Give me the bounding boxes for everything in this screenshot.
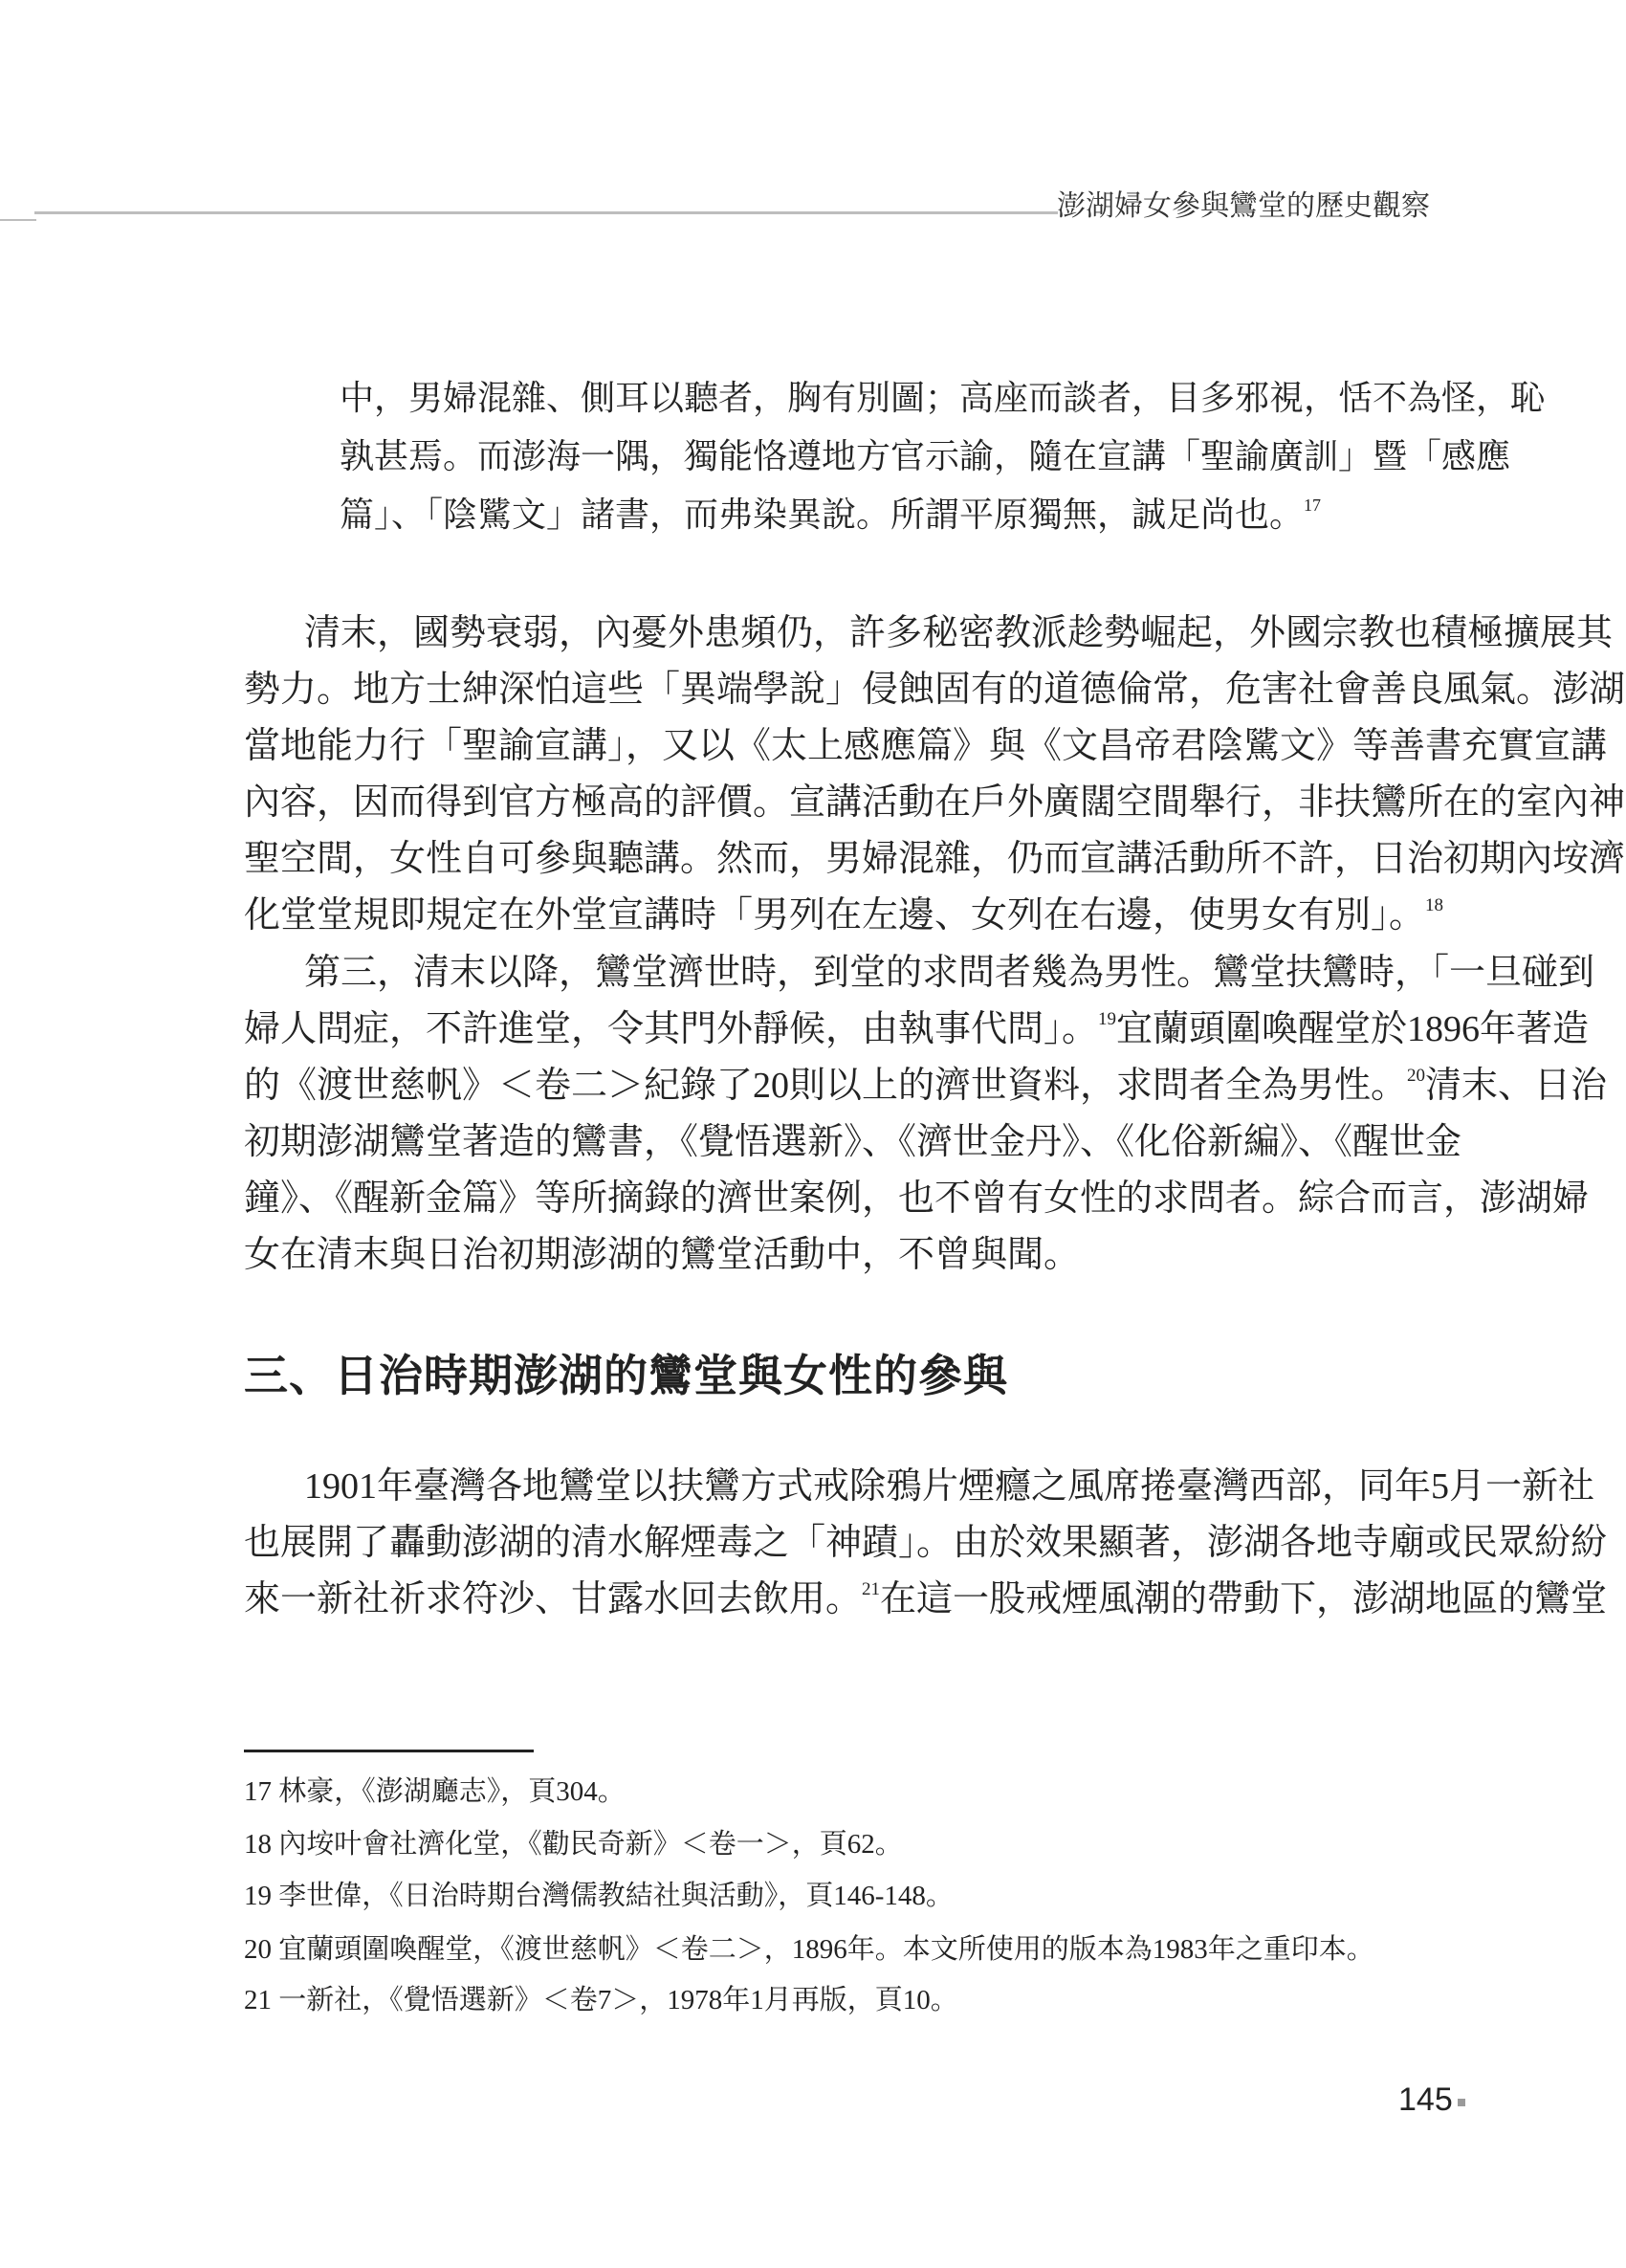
line-text-after: 在這一股戒煙風潮的帶動下，澎湖地區的鸞堂 xyxy=(880,1579,1608,1619)
line-text: 17 林豪，《澎湖廳志》，頁304。 xyxy=(244,1776,626,1807)
quote-line xyxy=(340,429,1511,478)
line-text-after: 宜蘭頭圍喚醒堂於1896年著造 xyxy=(1116,1009,1590,1049)
body-line xyxy=(304,603,1614,655)
line-text: 孰甚焉。而澎海一隅，獨能恪遵地方官示諭，隨在宣講「聖諭廣訓」暨「感應 xyxy=(340,437,1511,475)
footnote-ref[interactable]: 18 xyxy=(1425,894,1444,915)
line-text: 也展開了轟動澎湖的清水解煙毒之「神蹟」。由於效果顯著，澎湖各地寺廟或民眾紛紛 xyxy=(244,1523,1608,1563)
footnote-item xyxy=(244,1874,954,1913)
line-text-after: 清末、日治 xyxy=(1425,1066,1608,1106)
body-line xyxy=(244,1168,1590,1221)
footnote-item xyxy=(244,1978,958,2017)
footnote-item xyxy=(244,1927,1374,1967)
line-text: 19 李世偉，《日治時期台灣儒教結社與活動》，頁146-148。 xyxy=(244,1881,954,1911)
line-text: 女在清末與日治初期澎湖的鸞堂活動中，不曾與聞。 xyxy=(244,1235,1081,1275)
line-text: 18 內垵叶會社濟化堂，《勸民奇新》＜卷一＞，頁62。 xyxy=(244,1829,903,1860)
line-text: 聖空間，女性自可參與聽講。然而，男婦混雜，仍而宣講活動所不許，日治初期內垵濟 xyxy=(244,839,1626,879)
line-text: 的《渡世慈帆》＜卷二＞紀錄了20則以上的濟世資料，求問者全為男性。 xyxy=(244,1066,1408,1106)
footnote-ref[interactable]: 19 xyxy=(1098,1008,1117,1029)
body-line xyxy=(244,1512,1608,1565)
line-text: 當地能力行「聖諭宣講」，又以《太上感應篇》與《文昌帝君陰騭文》等善書充實宣講 xyxy=(244,726,1608,766)
line-text: 婦人問症，不許進堂，令其門外靜候，由執事代問」。 xyxy=(244,1009,1099,1049)
running-header-title: 澎湖婦女參與鸞堂的歷史觀察 xyxy=(1057,190,1430,222)
body-line xyxy=(244,1055,1608,1108)
line-text: 篇」、「陰騭文」諸書，而弗染異說。所謂平原獨無，誠足尚也。 xyxy=(340,495,1305,534)
body-line xyxy=(244,885,1444,937)
page-number: 145 xyxy=(1398,2081,1453,2118)
quote-line xyxy=(340,488,1428,537)
footnote-item xyxy=(244,1822,903,1861)
body-line xyxy=(244,1224,1430,1277)
footnote-item xyxy=(244,1770,626,1809)
line-text: 第三，清末以降，鸞堂濟世時，到堂的求問者幾為男性。鸞堂扶鸞時，「一旦碰到 xyxy=(304,953,1595,993)
footnote-ref[interactable]: 21 xyxy=(862,1578,881,1599)
section-heading: 三、日治時期澎湖的鸞堂與女性的參與 xyxy=(244,1352,1008,1400)
body-line xyxy=(244,1112,1462,1164)
line-text: 內容，因而得到官方極高的評價。宣講活動在戶外廣闊空間舉行，非扶鸞所在的室內神 xyxy=(244,782,1626,823)
footnote-ref[interactable]: 17 xyxy=(1304,495,1322,515)
header-rule-stub xyxy=(0,219,36,221)
body-line xyxy=(244,999,1590,1051)
line-text: 勢力。地方士紳深怕這些「異端學說」侵蝕固有的道德倫常，危害社會善良風氣。澎湖 xyxy=(244,670,1626,710)
header-rule xyxy=(34,211,1058,214)
body-line xyxy=(244,716,1608,768)
body-line xyxy=(244,772,1626,825)
body-line xyxy=(244,1569,1608,1621)
footnote-rule xyxy=(244,1750,534,1752)
line-text: 化堂堂規即規定在外堂宣講時「男列在左邊、女列在右邊，使男女有別」。 xyxy=(244,895,1426,936)
footnote-ref[interactable]: 20 xyxy=(1407,1065,1426,1086)
body-line xyxy=(244,828,1626,881)
line-text: 20 宜蘭頭圍喚醒堂，《渡世慈帆》＜卷二＞，1896年。本文所使用的版本為1983年之重印本。 xyxy=(244,1934,1374,1965)
line-text: 鐘》、《醒新金篇》等所摘錄的濟世案例，也不曾有女性的求問者。綜合而言，澎湖婦 xyxy=(244,1178,1590,1219)
quote-line xyxy=(340,371,1546,420)
line-text: 清末，國勢衰弱，內憂外患頻仍，許多秘密教派趁勢崛起，外國宗教也積極擴展其 xyxy=(304,613,1614,653)
line-text: 來一新社祈求符沙、甘露水回去飲用。 xyxy=(244,1579,863,1619)
body-line xyxy=(304,942,1595,995)
body-line xyxy=(304,1456,1595,1508)
page-number-marker xyxy=(1458,2099,1465,2106)
line-text: 1901年臺灣各地鸞堂以扶鸞方式戒除鴉片煙癮之風席捲臺灣西部，同年5月一新社 xyxy=(304,1466,1595,1507)
body-line xyxy=(244,659,1626,712)
line-text: 初期澎湖鸞堂著造的鸞書，《覺悟選新》、《濟世金丹》、《化俗新編》、《醒世金 xyxy=(244,1122,1462,1162)
line-text: 中，男婦混雜、側耳以聽者，胸有別圖；高座而談者，目多邪視，恬不為怪，恥 xyxy=(340,379,1546,417)
line-text: 21 一新社，《覺悟選新》＜卷7＞，1978年1月再版，頁10。 xyxy=(244,1985,958,2015)
